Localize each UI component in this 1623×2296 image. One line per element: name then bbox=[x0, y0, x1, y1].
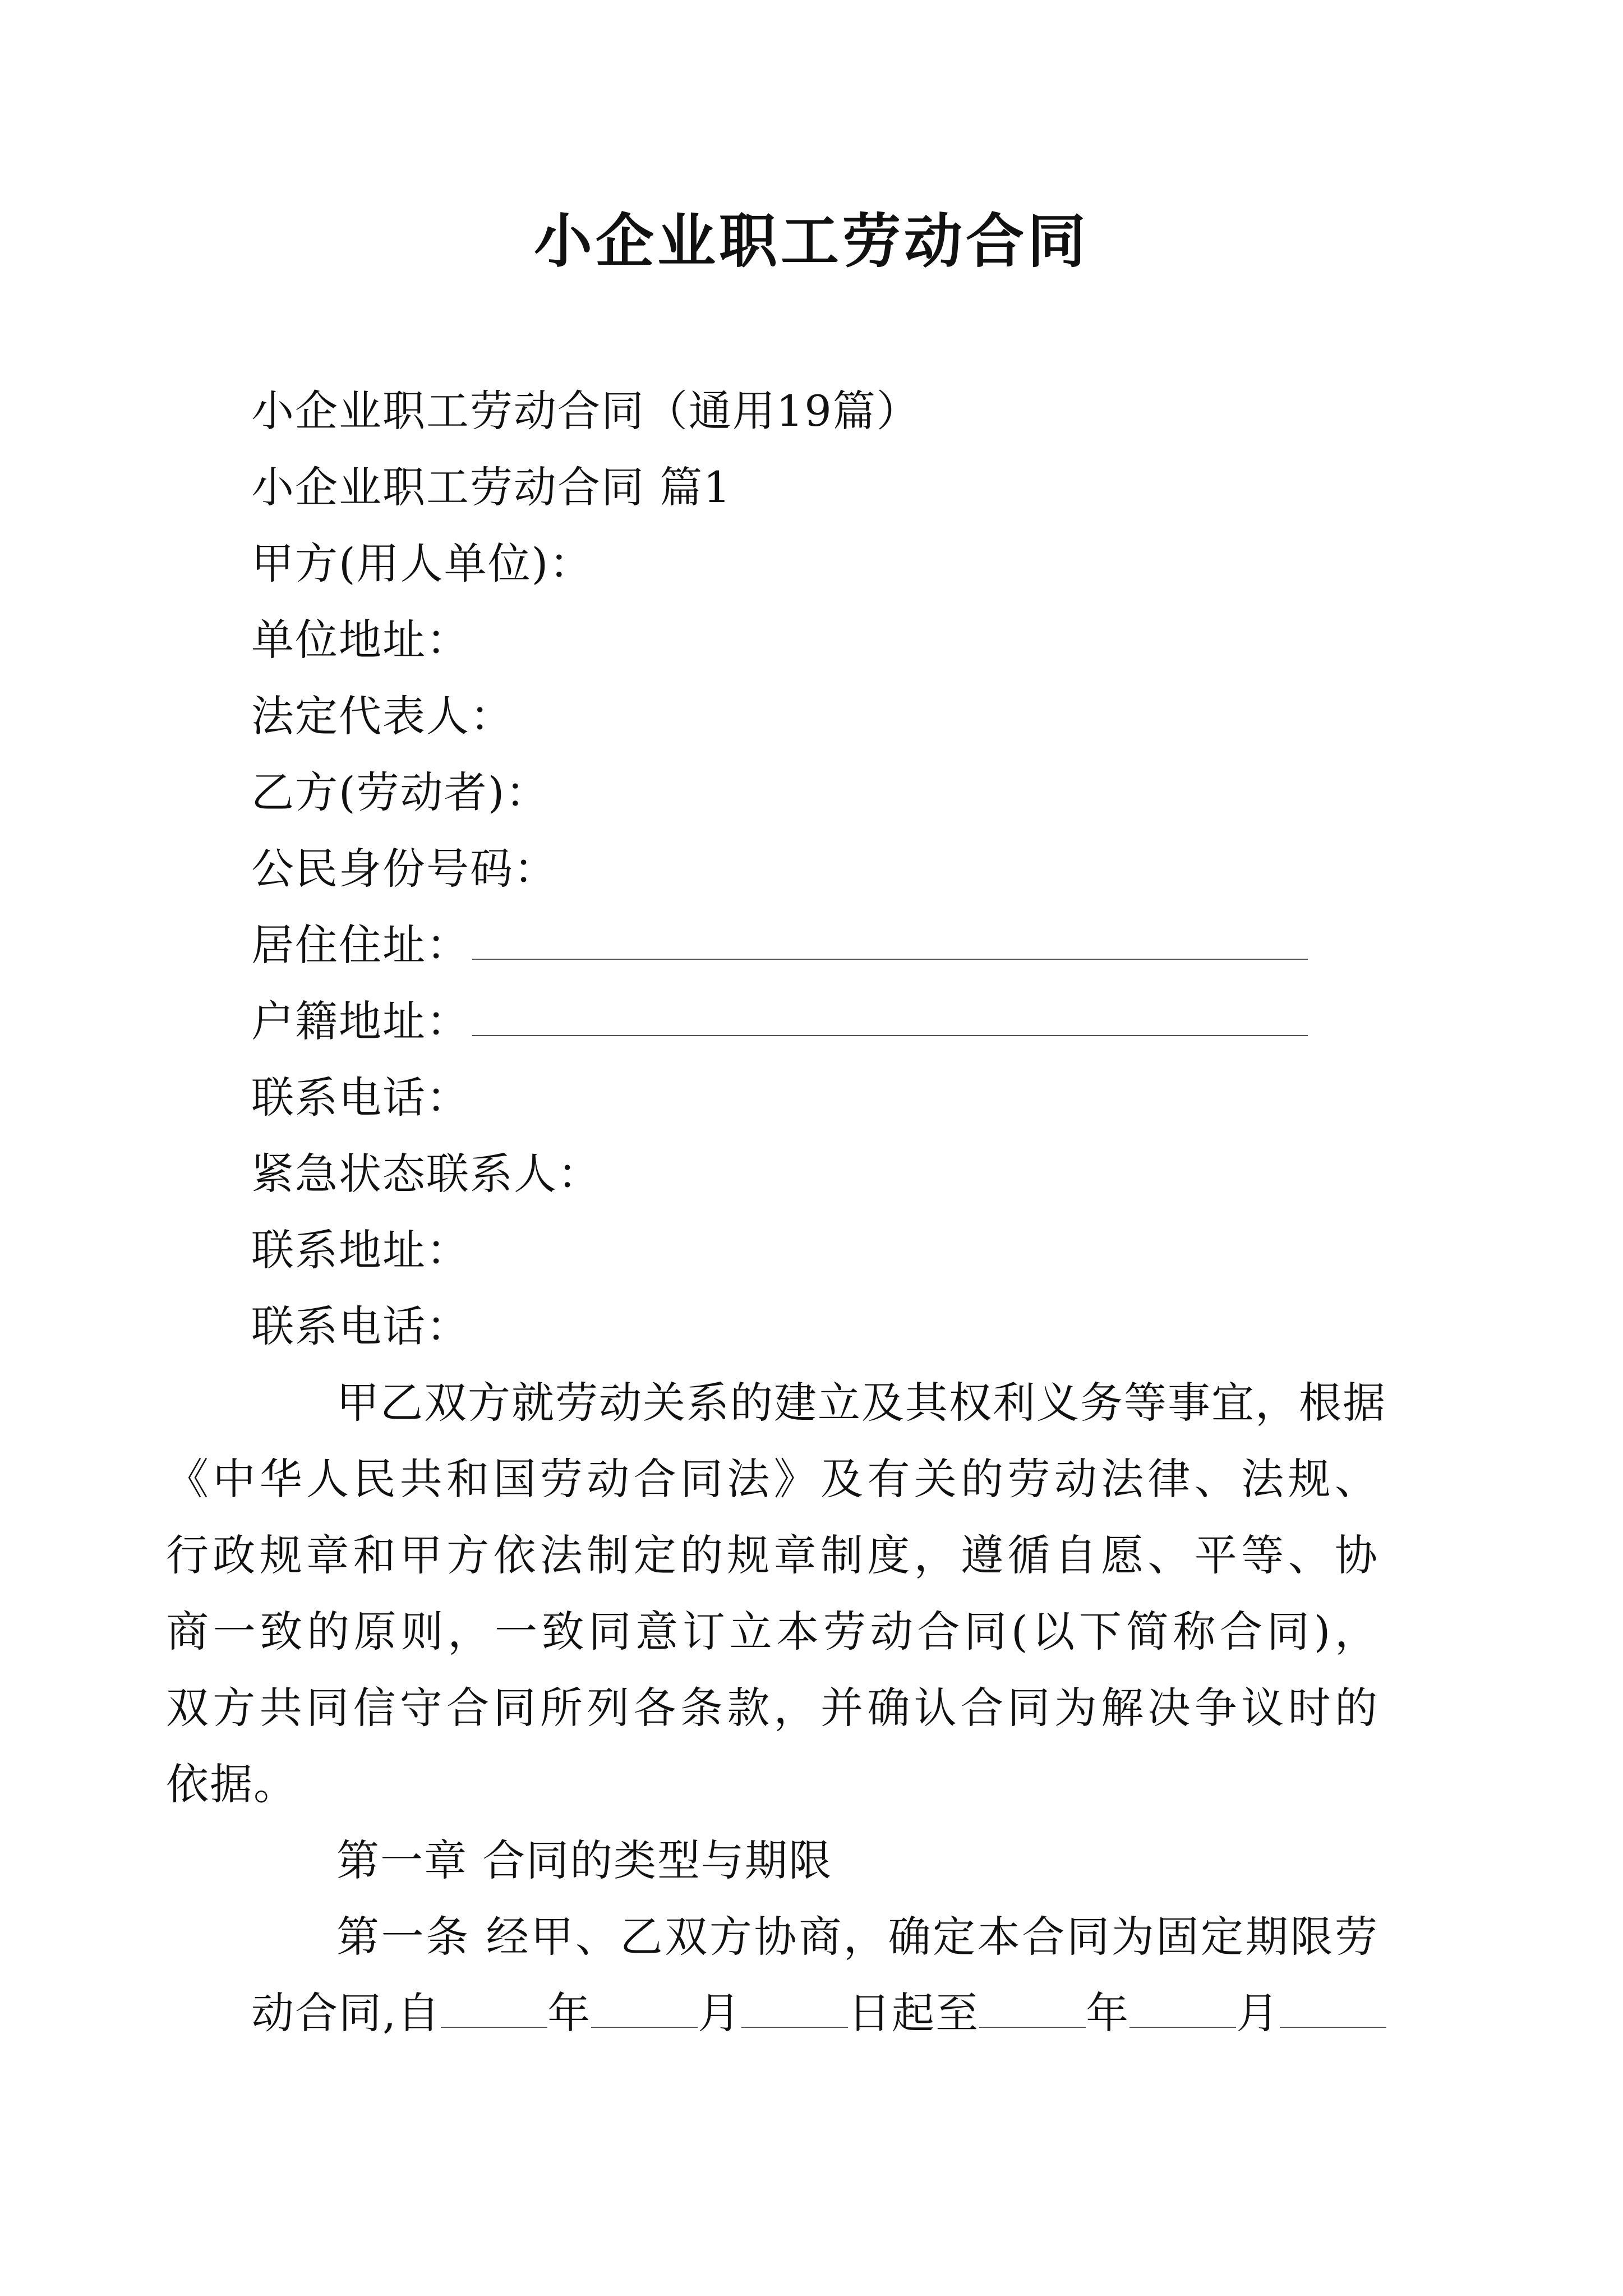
article-1-text: 动合同,自 bbox=[251, 1988, 441, 2038]
article-1-text: 月 bbox=[698, 1988, 742, 2038]
chapter-heading: 第一章 合同的类型与期限 bbox=[336, 1835, 833, 1885]
intro-line: 商一致的原则，一致同意订立本劳动合同(以下简称合同)， bbox=[166, 1607, 1378, 1657]
field-party-b: 乙方(劳动者)： bbox=[251, 767, 550, 817]
date-blank bbox=[441, 1994, 547, 2028]
section-heading: 小企业职工劳动合同 篇1 bbox=[251, 462, 732, 512]
field-residence-address-label: 居住住址： bbox=[251, 920, 470, 970]
residence-address-blank bbox=[472, 925, 1308, 960]
field-id-number: 公民身份号码： bbox=[251, 844, 557, 894]
field-party-a: 甲方(用人单位)： bbox=[251, 539, 593, 588]
intro-line: 甲乙双方就劳动关系的建立及其权利义务等事宜，根据 bbox=[336, 1378, 1386, 1428]
field-legal-rep: 法定代表人： bbox=[251, 691, 514, 741]
intro-paragraph bbox=[251, 1365, 1386, 1441]
intro-line: 《中华人民共和国劳动合同法》及有关的劳动法律、法规、 bbox=[166, 1454, 1378, 1504]
field-household-address-label: 户籍地址： bbox=[251, 996, 470, 1046]
field-household-address-row bbox=[251, 983, 1378, 1060]
document-title: 小企业职工劳动合同 bbox=[533, 206, 1089, 275]
intro-line: 行政规章和甲方依法制定的规章制度，遵循自愿、平等、协 bbox=[166, 1530, 1378, 1580]
date-blank bbox=[591, 1994, 698, 2028]
article-1-text: 日起至 bbox=[848, 1988, 980, 2038]
article-1-text: 年 bbox=[547, 1988, 592, 2038]
field-contact-phone: 联系电话： bbox=[251, 1301, 470, 1351]
intro-line: 双方共同信守合同所列各条款，并确认合同为解决争议时的 bbox=[166, 1683, 1378, 1733]
article-1-text: 年 bbox=[1086, 1988, 1130, 2038]
article-1-text: 月 bbox=[1236, 1988, 1280, 2038]
article-1-line2 bbox=[251, 1975, 1378, 2051]
date-blank bbox=[1129, 1994, 1236, 2028]
field-contact-address: 联系地址： bbox=[251, 1225, 470, 1275]
field-emergency-contact: 紧急状态联系人： bbox=[251, 1149, 601, 1199]
household-address-blank bbox=[472, 1001, 1308, 1036]
article-1-line1: 第一条 经甲、乙双方协商，确定本合同为固定期限劳 bbox=[336, 1912, 1378, 1962]
document-subtitle: 小企业职工劳动合同（通用19篇） bbox=[251, 386, 920, 436]
date-blank bbox=[979, 1994, 1086, 2028]
article-1 bbox=[336, 1899, 1378, 1975]
document-body bbox=[251, 373, 1378, 1365]
date-blank bbox=[741, 1994, 848, 2028]
field-phone: 联系电话： bbox=[251, 1073, 470, 1122]
field-unit-address: 单位地址： bbox=[251, 615, 470, 665]
date-blank bbox=[1280, 1994, 1386, 2028]
intro-lines-wrapper bbox=[166, 1441, 1378, 1823]
intro-line: 依据。 bbox=[166, 1759, 297, 1809]
field-residence-address-row bbox=[251, 907, 1378, 983]
